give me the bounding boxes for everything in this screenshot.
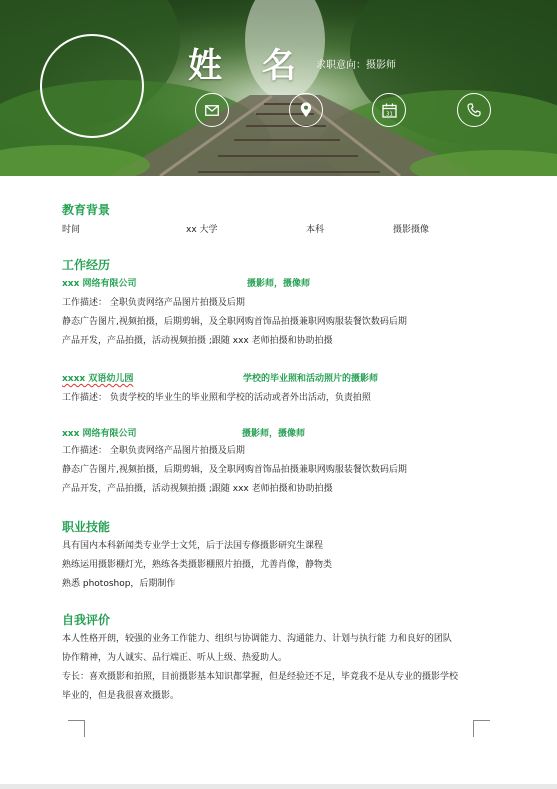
- skills-title: 职业技能: [62, 520, 111, 534]
- education-major: 摄影摄像: [393, 225, 430, 235]
- self-eval-line-3: 专长：喜欢摄影和拍照，目前摄影基本知识都掌握，但是经验还不足，毕竟我不是从专业的摄影学校: [62, 672, 459, 682]
- calendar-icon: [372, 93, 406, 127]
- job-3-position: 摄影师，摄像师: [242, 429, 306, 439]
- education-school: xx 大学: [186, 225, 218, 235]
- job-3-line-2: 静态广告图片,视频拍摄，后期剪辑，及全职网购首饰品拍摄兼职网购服装餐饮数码后期: [62, 465, 407, 475]
- job-1-company: xxx 网络有限公司: [62, 279, 137, 289]
- self-eval-title: 自我评价: [62, 613, 111, 627]
- work-title: 工作经历: [62, 258, 111, 272]
- job-3-line-3: 产品开发，产品拍摄，活动视频拍摄 ;跟随 xxx 老师拍摄和协助拍摄: [62, 484, 333, 494]
- job-2-line-1: 工作描述： 负责学校的毕业生的毕业照和学校的活动或者外出活动，负责拍照: [62, 393, 371, 403]
- job-1-line-3: 产品开发，产品拍摄，活动视频拍摄 ;跟随 xxx 老师拍摄和协助拍摄: [62, 336, 333, 346]
- job-3-line-1: 工作描述： 全职负责网络产品图片拍摄及后期: [62, 446, 245, 456]
- education-time: 时间: [62, 225, 81, 235]
- candidate-name: 姓 名: [188, 46, 310, 86]
- page-corner-mark-left: [68, 720, 85, 737]
- skills-line-3: 熟悉 photoshop，后期制作: [62, 579, 176, 589]
- header-banner: [0, 0, 557, 176]
- calendar-day: 31: [385, 110, 393, 117]
- education-degree: 本科: [306, 225, 325, 235]
- mail-icon: [195, 93, 229, 127]
- education-title: 教育背景: [62, 203, 111, 217]
- job-1-line-2: 静态广告图片,视频拍摄，后期剪辑，及全职网购首饰品拍摄兼职网购服装餐饮数码后期: [62, 317, 407, 327]
- job-1-position: 摄影师，摄像师: [247, 279, 311, 289]
- self-eval-line-4: 毕业的，但是我很喜欢摄影。: [62, 691, 180, 701]
- phone-icon: [457, 93, 491, 127]
- self-eval-line-1: 本人性格开朗，较强的业务工作能力、组织与协调能力、沟通能力、计划与执行能 力和良好的团队: [62, 634, 452, 644]
- job-1-line-1: 工作描述： 全职负责网络产品图片拍摄及后期: [62, 298, 245, 308]
- job-intent: 求职意向：摄影师: [316, 60, 396, 71]
- page-corner-mark-right: [473, 720, 490, 737]
- job-2-position: 学校的毕业照和活动照片的摄影师: [243, 374, 379, 384]
- skills-line-2: 熟练运用摄影棚灯光，熟练各类摄影棚照片拍摄，尤善肖像，静物类: [62, 560, 333, 570]
- job-2-company: xxxx 双语幼儿园: [62, 374, 134, 384]
- self-eval-line-2: 协作精神，为人诚实、品行端正、听从上级、热爱助人。: [62, 653, 288, 663]
- avatar-photo-frame: [40, 34, 144, 138]
- location-icon: [289, 93, 323, 127]
- skills-line-1: 具有国内本科新闻类专业学士文凭，后于法国专修摄影研究生课程: [62, 541, 324, 551]
- job-3-company: xxx 网络有限公司: [62, 429, 137, 439]
